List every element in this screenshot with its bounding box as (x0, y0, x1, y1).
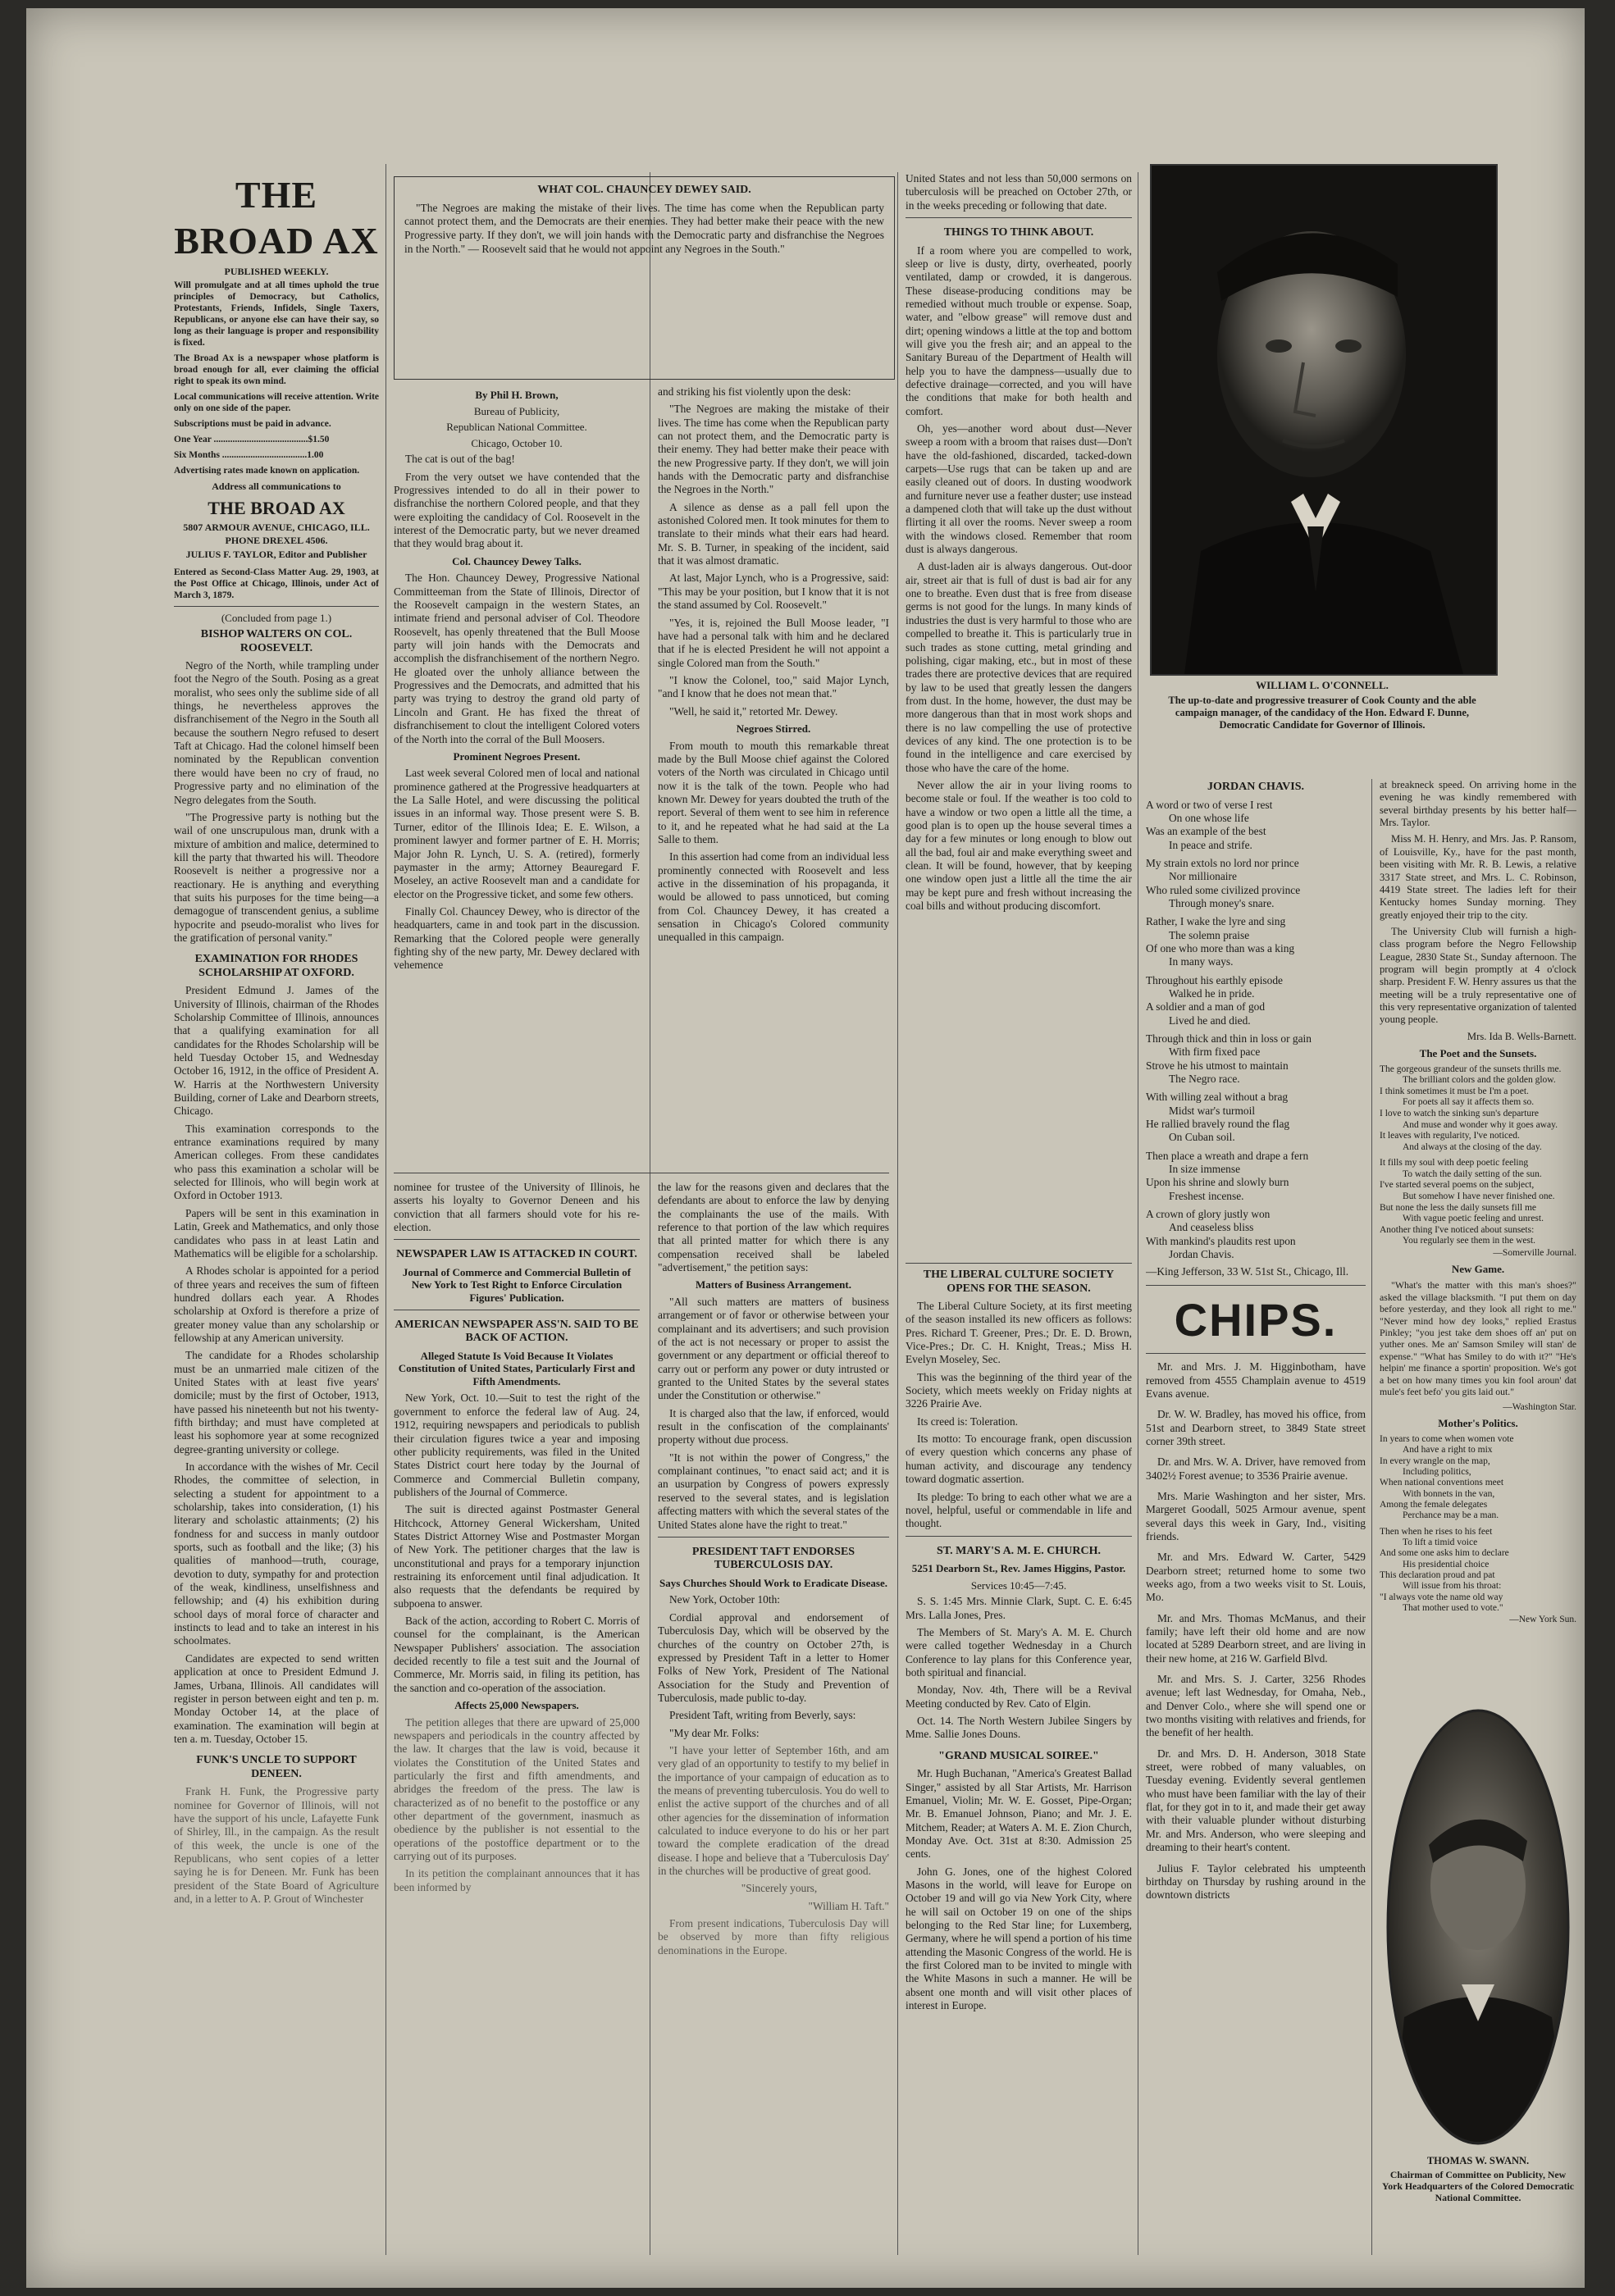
article-paragraph: Cordial approval and endorsement of Tuberculosis Day, which will be observed by the churches of the country on October 27th, is expressed by President Taft in a letter to Homer Folks of New York, President of The National Association for the Study and Prevention of Tuberculosis, made public to-day. (658, 1610, 889, 1704)
article-paragraph: The Members of St. Mary's A. M. E. Church were called together Wednesday in a Church Conference to lay plans for this Conference year, both spiritual and financial. (906, 1625, 1132, 1679)
poem-line: My strain extols no lord nor prince (1146, 856, 1299, 869)
article-paragraph: A silence as dense as a pall fell upon the astonished Colored men. It took minutes for them to translate to their minds what their ears had heard. Mr. S. B. Turner, in speaking of the incident, said that it was almost dramatic. (658, 500, 889, 567)
headline-things-to-think: THINGS TO THINK ABOUT. (943, 226, 1094, 239)
phone: PHONE DREXEL 4506. (225, 535, 328, 547)
poem-line: In size immense (1169, 1163, 1241, 1176)
article-paragraph: From mouth to mouth this remarkable threat made by the Bull Moose chief against the Colored voters of the North was circulated in Chicago until now it is the talk of the town. People who had known Mr. Dewey for years doubted the truth of the report. Several of them went to see him in reference to it, and he repeated what he had said at the La Salle to them. (658, 739, 889, 845)
headline-dewey: WHAT COL. CHAUNCEY DEWEY SAID. (537, 184, 751, 196)
article-paragraph: In accordance with the wishes of Mr. Cecil Rhodes, the committee of selection, in selecting a student for appointment to a scholarship, takes into consideration, (1) his literary and scholastic attainments; (2) his fondness for and success in manly outdoor sports, such as football and the like; (3) his qualities of manhood—truth, courage, devotion to duty, sympathy for and protection of the weak, kindliness, unselfishness and fellowship; and (4) his exhibition during school days of moral force of character and instincts to lead and to take an interest in his schoolmates. (174, 1460, 379, 1647)
article-paragraph: Frank H. Funk, the Progressive party nominee for Governor of Illinois, will not have the support of his uncle, Lafayette Funk of Shirley, Ill., in the campaign. As the result of this week, the uncle is one of the Republicans, who sent copies of a letter saying he is for Deneen. Mr. Funk has been president of the State Board of Agriculture and, in a letter to A. P. Grout of Winchester (174, 1785, 379, 1906)
subheading: Alleged Statute Is Void Because It Violates Constitution of United States, Particularly First and Fifth Amendments. (398, 1349, 636, 1387)
column-5 (1146, 779, 1366, 2255)
chips-item: Dr. and Mrs. D. H. Anderson, 3018 State street, were robbed of many valuables, on Tuesday evening. Evidently several gentlemen who must have been familiar with the lay of their flat, for they got in to it, and made their get away with their valuable plunder without disturbing Mr. and Mrs. Anderson, who were sleeping and dreaming to their heart's content. (1146, 1747, 1366, 1854)
poem-line: In peace and strife. (1169, 838, 1252, 851)
article-paragraph: S. S. 1:45 Mrs. Minnie Clark, Supt. C. E. 6:45 Mrs. Lalla Jones, Pres. (906, 1595, 1132, 1621)
newgame-source: —Washington Star. (1503, 1402, 1576, 1413)
subheading: Col. Chauncey Dewey Talks. (452, 554, 582, 567)
article-paragraph: From the very outset we have contended that the Progressives intended to do all in their power to disfranchise the northern Colored people, and that they were exploiting the candidacy of Col. Roosevelt in the interest of the Democratic party, but we never dreamed that they would brag about it. (394, 470, 640, 550)
rate-six-months: Six Months ....................................1.00 (174, 450, 324, 461)
article-paragraph: In this assertion had come from an individual less prominently connected with Roosevelt and less active in the dissemination of his propaganda, it would be allowed to pass unnoticed, but coming from Col. Chauncey Dewey, it has created a sensation in Chicago's Colored community unequalled in this campaign. (658, 850, 889, 944)
portrait-oconnell-image (1152, 166, 1496, 674)
article-paragraph: If a room where you are compelled to work, sleep or live is dusty, dirty, overheated, poorly ventilated, damp or crowded, it is dangerous. These disease-producing conditions may be remedied without much trouble or expense. Soap, water, and "elbow grease" will remove dust and dirt; opening windows a little at the top and bottom will give you the fresh air; and an appeal to the Sanitary Bureau of the Department of Health will help you to have the dampness—usually due to defective drainage—corrected, and you will have the conditions that make for both health and comfort. (906, 244, 1132, 417)
article-paragraph: A dust-laden air is always dangerous. Out-door air, street air that is full of dust is bad air for any one to breathe. Even dust that is free from disease germs is not good for the lungs. In many kinds of industries the dust is very harmful to those who are compelled to breathe it. This is particularly true in such trades as stone cutting, metal grinding and polishing, cigar making, etc., but in most of these trades there are protective devices that are required by law to be used that greatly lessen the dangers from dust. In the home, however, the dust may be more dangerous than that in most work shops and there is no law compelling the use of protective devices of any kind. The one protection is to be found in the intelligence and care exercised by those who have the care of the home. (906, 560, 1132, 774)
column-2-lower (394, 1181, 640, 2255)
dewey-quote-text: "The Negroes are making the mistake of their lives. The time has come when the Republican party cannot protect them, and the Democrats are their enemies. They had better make their peace with the new Progressive party. If they don't, we will join hands with the Democratic party and disfranchise the Negroes in the North." — Roosevelt said that he would not appoint any Negroes in the South." (404, 201, 884, 256)
column-3-lower (658, 1181, 889, 2255)
poem2-line: The brilliant colors and the golden glow. (1403, 1075, 1556, 1086)
poem-line: And ceaseless bliss (1169, 1221, 1254, 1234)
article-paragraph: John G. Jones, one of the highest Colored Masons in the world, will leave for Europe on October 19 and will go via New York City, where he will sail on October 19 on one of the ships belonging to the Red Star line; for Luxemberg, Germany, where he will spend a portion of his time attending the Masonic Congress of the world. He is the first Colored man to be invited to mingle with the White Masons in such a manner. He will be absent one month and will visit other places of interest in Europe. (906, 1865, 1132, 2012)
headline-taft: PRESIDENT TAFT ENDORSES TUBERCULOSIS DAY. (691, 1545, 855, 1572)
column-1 (174, 172, 379, 2247)
article-paragraph: It is charged also that the law, if enforced, would result in the confiscation of the complainants' property without due process. (658, 1406, 889, 1446)
poem-line: On Cuban soil. (1169, 1131, 1235, 1144)
mothers-line: Among the female delegates (1380, 1499, 1488, 1510)
article-paragraph: At last, Major Lynch, who is a Progressive, said: "This may be your position, but I know that it is not the stand assumed by Col. Roosevelt." (658, 572, 889, 612)
column-6 (1380, 779, 1576, 1697)
article-paragraph: "Well, he said it," retorted Mr. Dewey. (669, 704, 838, 718)
poem-line: Through money's snare. (1169, 896, 1275, 909)
article-paragraph: In its petition the complainant announces that it has been informed by (394, 1867, 640, 1893)
article-paragraph: Mr. Hugh Buchanan, "America's Greatest Ballad Singer," assisted by all Star Artists, Mr. Harrison Emanuel, Violin; Mr. W. E. Gosset, Pipe-Organ; Mr. B. Emanuel Johnson, Piano; and Mr. J. E. Mitchem, Reader; at Waters A. M. E. Zion Church, Monday Ave. Oct. 31st at 8:30. Admission 25 cents. (906, 1767, 1132, 1861)
mothers-line: And some one asks him to declare (1380, 1548, 1509, 1559)
poem2-line: But somehow I have never finished one. (1403, 1191, 1555, 1201)
poem-line: The solemn praise (1169, 928, 1250, 941)
byline-committee: Republican National Committee. (446, 421, 587, 434)
poem-line: Freshest incense. (1169, 1189, 1244, 1202)
portrait-swann-text: Chairman of Committee on Publicity, New York Headquarters of the Colored Democratic National Committee. (1381, 2169, 1575, 2204)
subscription-note: Subscriptions must be paid in advance. (174, 419, 331, 430)
article-paragraph: "The Progressive party is nothing but the wail of one unscrupulous man, drunk with a mixture of ambition and malice, determined to kill the party that thwarted his will. Theodore Roosevelt is neither a progressive nor a reactionary. He is anything and everything that suits his purposes for the time being—a demagogue of transcendent genius, a sublime hypocrite and pseudo-moralist who lives for the gratification of personal vanity." (174, 810, 379, 944)
poem-line: Strove he his utmost to maintain (1146, 1059, 1289, 1072)
article-paragraph: "Sincerely yours, (741, 1882, 818, 1895)
chips-item: Mrs. Marie Washington and her sister, Mrs. Margeret Goodall, 5025 Armour avenue, spent several days this week in Gary, Ind., visiting friends. (1146, 1489, 1366, 1542)
article-paragraph: From present indications, Tuberculosis Day will be observed by more than fifty religious denominations in the Europe. (658, 1917, 889, 1957)
article-paragraph: "It is not within the power of Congress," the complainant continues, "to enact said act; and it is an usurpation by Congress of powers expressly reserved to the several states, and is legislation affecting matters with which the several states of the United States alone have the right to treat." (658, 1451, 889, 1531)
column-4-lower (906, 1263, 1132, 2255)
chips-item: Mr. and Mrs. S. J. Carter, 3256 Rhodes avenue; left last Wednesday, for Omaha, Neb., and Denver Colo., where she will spend one or two months visiting with relatives and friends, for the benefit of her health. (1146, 1673, 1366, 1739)
poem-line: Throughout his earthly episode (1146, 973, 1283, 986)
poem-line: Through thick and thin in loss or gain (1146, 1032, 1312, 1046)
poem-line: A word or two of verse I rest (1146, 798, 1273, 811)
mothers-line: Including politics, (1403, 1466, 1471, 1477)
chips-item: Mr. and Mrs. Thomas McManus, and their family; have left their old home and are now located at 5289 Dearborn street, and are living in their new home, at 216 W. Garfield Blvd. (1146, 1611, 1366, 1665)
byline-bureau: Bureau of Publicity, (473, 404, 560, 417)
address-label: Address all communications to (212, 481, 341, 493)
poem2-line: But none the less the daily sunsets fill me (1380, 1202, 1537, 1213)
mothers-line: Will issue from his throat: (1403, 1581, 1502, 1592)
article-paragraph: The cat is out of the bag! (405, 453, 515, 466)
continued-note: (Concluded from page 1.) (221, 612, 332, 625)
article-paragraph: Monday, Nov. 4th, There will be a Revival Meeting conducted by Rev. Cato of Elgin. (906, 1683, 1132, 1710)
poem-body (1146, 799, 1366, 1262)
headline-funk: FUNK'S UNCLE TO SUPPORT DENEEN. (196, 1754, 357, 1780)
chips-list (1146, 1360, 1366, 1902)
portrait-oconnell (1150, 164, 1498, 676)
mothers-line: "I always vote the name old way (1380, 1592, 1503, 1602)
headline-newspaper-law: NEWSPAPER LAW IS ATTACKED IN COURT. (396, 1248, 637, 1261)
portrait-swann-caption (1380, 2155, 1576, 2203)
article-paragraph: President Edmund J. James of the University of Illinois, chairman of the Rhodes Scholarship Committee of Illinois, announces that a qualifying examination for all candidates for the Rhodes Scholarship will be held Tuesday October 15, and Wednesday October 16, 1912, in the office of President A. W. Harris at the Northwestern University Building, corner of Lake and Dearborn streets, Chicago. (174, 984, 379, 1118)
chips-item: Dr. and Mrs. W. A. Driver, have removed from 3402½ Forest avenue; to 3536 Prairie avenue. (1146, 1456, 1366, 1482)
poem2-line: For poets all say it affects them so. (1403, 1097, 1535, 1108)
article-paragraph: "What's the matter with this man's shoes?" asked the village blacksmith. "I put them on day before yesterday, and they look all right to me." "Never mind how dey looks," replied Erastus Pinkley; "you jest take dem shoes off an' put on yuther ones. Me an' Samson Smiley will stan' de expense." "What has Smiley to do with it?" "He's helpin' me finance a sportin' proposition. We's got a bet on how many times you kin fool aroun' dat mule's feet befo' you gits laid out." (1380, 1279, 1576, 1397)
article-paragraph: The University Club will furnish a high-class program before the Negro Fellowship League, 2830 State St., Sunday afternoon. The program will begin promptly at 4 o'clock sharp. President F. W. Henry assures us that the meeting will be a truly representative one of this very representative organization of talented young people. (1380, 925, 1576, 1026)
poem-author: —King Jefferson, 33 W. 51st St., Chicago, Ill. (1146, 1264, 1349, 1278)
headline-walters: BISHOP WALTERS ON COL. ROOSEVELT. (200, 628, 353, 654)
article-paragraph: The Hon. Chauncey Dewey, Progressive National Committeeman from the State of Illinois, Director of the Roosevelt campaign in the western States, an intimate friend and personal adviser of Col. Theodore Roosevelt, has openly threatened that the Bull Moose party will join hands with the Democrats and accomplish the disfranchisement of the northern Negro. He gloated over the unholy alliance between the Progressives and the Democrats, and admitted that his party was trying to destroy the grand old party of Lincoln and Grant. He has fixed the threat of disfranchisement to clout the intelligent Colored voters of the North into the corral of the Bull Moosers. (394, 572, 640, 745)
headline-newspaper-assn: AMERICAN NEWSPAPER ASS'N. SAID TO BE BACK OF ACTION. (395, 1318, 639, 1345)
church-address: 5251 Dearborn St., Rev. James Higgins, Pastor. (911, 1562, 1126, 1575)
article-paragraph: New York, Oct. 10.—Suit to test the right of the government to enforce the federal law of Aug. 24, 1912, requiring newspapers and periodicals to publish their circulation figures twice a year and imposing other publicity requirements, was filed in the United States District court here today by the Journal of Commerce and Commercial Bulletin company, publishers of the Journal of Commerce. (394, 1392, 640, 1498)
poem2-line: To watch the daily setting of the sun. (1403, 1168, 1542, 1179)
poem-line: Rather, I wake the lyre and sing (1146, 915, 1286, 928)
article-paragraph: Never allow the air in your living rooms to become stale or foul. If the weather is too cold to have a window or two open a little all the time, a good plan is to open up the house several times a day for a few minutes or long enough to blow out all the bad, foul air and make everything sweet and clean. It will be found, however, that by keeping one window open just a little all the time the air may be kept pure and fresh without increasing the coal bills and without producing discomfort. (906, 778, 1132, 913)
chips-item: Mr. and Mrs. J. M. Higginbotham, have removed from 4555 Champlain avenue to 4519 Evans avenue. (1146, 1360, 1366, 1400)
article-paragraph: The suit is directed against Postmaster General Hitchcock, Attorney General Wickersham, United States District Attorney Wise and Postmaster Morgan of New York. The petitioner charges that the law is unconstitutional and prays for a temporary injunction restraining its enforcement until final adjudication. It also requests that the defendants be required by subpoena to answer. (394, 1503, 640, 1610)
article-paragraph: Its creed is: Toleration. (917, 1414, 1019, 1428)
masthead-policy: The Broad Ax is a newspaper whose platform is broad enough for all, ever claiming the official right to speak its own mind. (174, 353, 379, 386)
subheading: Affects 25,000 Newspapers. (454, 1699, 579, 1712)
portrait-oconnell-text: The up-to-date and progressive treasurer of Cook County and the able campaign manager, of the candidacy of the Hon. Edward F. Dunne, Democratic Candidate for Governor of Illinois. (1168, 694, 1476, 731)
article-paragraph: "William H. Taft." (808, 1899, 889, 1912)
mothers-line: When national conventions meet (1380, 1478, 1504, 1488)
poem-line: With willing zeal without a brag (1146, 1091, 1289, 1104)
article-paragraph: Oh, yes—another word about dust—Never sweep a room with a broom that raises dust—Don't have the old-fashioned, discarded, tacked-down carpets—Use rugs that can be taken up and are easily cleaned out of doors. In dusting woodwork and furniture never use a feather duster; use instead a dampened cloth that will take up the dust without flirting it all over the rooms. Never sweep a room with the windows closed. Remember that room dust is always dangerous. (906, 422, 1132, 556)
mothers-line: Then when he rises to his feet (1380, 1526, 1493, 1537)
poem2-line: And muse and wonder why it goes away. (1403, 1119, 1558, 1130)
street-address: 5807 ARMOUR AVENUE, CHICAGO, ILL. (183, 521, 370, 533)
poem-line: Then place a wreath and drape a fern (1146, 1149, 1309, 1162)
dewey-quote-box (394, 176, 895, 380)
byline-name: By Phil H. Brown, (475, 389, 559, 401)
article-paragraph: The petition alleges that there are upward of 25,000 newspapers and periodicals in the country affected by the law. It charges that the law is void, because it violates the Constitution of the United States and particularly the first and fifth amendments, and abridges the freedom of the press. The law is characterized as of no benefit to the postoffice or any other department of the government, inasmuch as obedience by the publisher is not essential to the operations of the postoffice department or to the carrying out of its purposes. (394, 1715, 640, 1863)
editor: JULIUS F. TAYLOR, Editor and Publisher (185, 548, 367, 560)
article-paragraph: nominee for trustee of the University of Illinois, he asserts his loyalty to Governor Deneen and his conviction that all farmers should vote for his re-election. (394, 1181, 640, 1234)
subheading: Matters of Business Arrangement. (696, 1278, 851, 1292)
mothers-line: Perchance may be a man. (1403, 1510, 1499, 1521)
article-paragraph: This examination corresponds to the entrance examinations required by many American colleges. From these candidates who pass this examination a scholar will be selected for Illinois, who will begin work at Oxford in October 1913. (174, 1122, 379, 1202)
article-paragraph: Miss M. H. Henry, and Mrs. Jas. P. Ransom, of Louisville, Ky., have for the past month, been visiting with Mr. R. B. Lewis, a relative 3317 State street, and Mrs. L. C. Robinson, 4419 State street. The ladies left for their Kentucky homes Sunday morning. They greatly enjoyed their trip to the city. (1380, 833, 1576, 921)
article-paragraph: "My dear Mr. Folks: (669, 1726, 760, 1739)
article-paragraph: "The Negroes are making the mistake of their lives. The time has come when the Republican party can not protect them, and the Democratic party is their enemy. They had better make their peace with the new Progressive party. If they don't, we will join hands with the Democratic party and disfranchise the Negroes in the North." (658, 403, 889, 496)
newspaper-page (26, 8, 1585, 2288)
article-paragraph: Back of the action, according to Robert C. Morris of counsel for the complainant, is the American Newspaper Publishers' association. The association decided recently to file a test suit and the Journal of Commerce, Mr. Morris said, in filing its petition, has the sanction and co-operation of the association. (394, 1614, 640, 1694)
article-paragraph: The candidate for a Rhodes scholarship must be an unmarried male citizen of the United States with at least five years' domicile; must by the first of October, 1913, have passed his nineteenth but not his twenty-fifth birthday; and must have completed at least his sophomore year at some recognized degree-granting university or college. (174, 1349, 379, 1456)
article-paragraph: Negro of the North, while trampling under foot the Negro of the South. Posing as a great moralist, who sees only the sublime side of all things, he nevertheless approves the disfranchisement of the Negro in the South all because the southern Negro refused to desert Taft at Chicago. Had the colonel himself been nominated by the Republican convention there would have been no cry of fraud, no Progressive party and no elimination of the Negro delegates from the South. (174, 659, 379, 806)
poem2-line: It leaves with regularity, I've noticed. (1380, 1131, 1520, 1141)
article-paragraph: Finally Col. Chauncey Dewey, who is director of the headquarters, came in and took part in the discussion. Remarking that the Colored people were generally fighting shy of the new party, Mr. Dewey declared with vehemence (394, 904, 640, 972)
poem2-line: The gorgeous grandeur of the sunsets thrills me. (1380, 1064, 1562, 1074)
headline-st-marys: ST. MARY'S A. M. E. CHURCH. (937, 1544, 1101, 1557)
article-paragraph: Last week several Colored men of local and national prominence gathered at the Progressive headquarters at the La Salle Hotel, and were discussing the political issues in an informal way. Those present were S. B. Turner, editor of the Illinois Idea; E. E. Wilson, a prominent lawyer and former partner of E. H. Morris; Major John R. Lynch, U. S. A. (retired), formerly paymaster in the army; Attorney Beauregard F. Moseley, an active Roosevelt man and a candidate for elector on the Progressive ticket, and some few others. (394, 767, 640, 900)
chips-item: Julius F. Taylor celebrated his umpteenth birthday on Thursday by rushing around in the downtown districts (1146, 1861, 1366, 1902)
subheading: Says Churches Should Work to Eradicate Disease. (659, 1576, 887, 1589)
poem-line: Lived he and died. (1169, 1014, 1251, 1027)
headline-liberal-culture: THE LIBERAL CULTURE SOCIETY OPENS FOR THE SEASON. (923, 1269, 1115, 1295)
chips-title: CHIPS. (1174, 1293, 1338, 1346)
rate-year: One Year ........................................$1.50 (174, 435, 330, 445)
poem-title: JORDAN CHAVIS. (1207, 781, 1304, 793)
mothers-source: —New York Sun. (1509, 1615, 1576, 1625)
poem-line: He rallied bravely round the flag (1146, 1118, 1290, 1131)
poem-line: The Negro race. (1169, 1073, 1240, 1086)
poem2-body (1380, 1064, 1576, 1247)
masthead-intro: Will promulgate and at all times uphold the true principles of Democracy, but Catholics, Protestants, Friends, Infidels, Single Taxers, Republicans, or anyone else can have their say, so long as their language is proper and responsibility is fixed. (174, 280, 379, 348)
poem2-line: You regularly see them in the west. (1403, 1236, 1536, 1246)
article-paragraph: Papers will be sent in this examination in Latin, Greek and Mathematics, and only those candidates who pass in at least Latin and Mathematics will be eligible for a scholarship. (174, 1206, 379, 1260)
subheading: Negroes Stirred. (736, 722, 811, 735)
newgame-title: New Game. (1451, 1262, 1505, 1275)
postal-entry: Entered as Second-Class Matter Aug. 29, 1903, at the Post Office at Chicago, Illinois, under Act of March 3, 1879. (174, 567, 379, 601)
poem-line: Jordan Chavis. (1169, 1248, 1234, 1261)
church-services: Services 10:45—7:45. (970, 1578, 1067, 1592)
masthead-frequency: PUBLISHED WEEKLY. (224, 266, 329, 278)
advertising-note: Advertising rates made known on application. (174, 466, 360, 476)
portrait-oconnell-caption (1150, 679, 1494, 731)
masthead-communications: Local communications will receive attention. Write only on one side of the paper. (174, 391, 379, 413)
portrait-swann-image (1384, 1706, 1572, 2148)
article-paragraph: United States and not less than 50,000 sermons on tuberculosis will be preached on October 27th, or in the weeks preceding or following that date. (906, 172, 1132, 212)
poem2-line: I love to watch the sinking sun's departure (1380, 1109, 1540, 1119)
subheading: Journal of Commerce and Commercial Bulletin of New York to Test Right to Enforce Circulation Figures' Publication. (402, 1265, 632, 1305)
mothers-line: This declaration proud and pat (1380, 1569, 1495, 1580)
column-4-upper (906, 172, 1132, 1246)
poem2-line: With vague poetic feeling and unrest. (1403, 1214, 1544, 1224)
article-paragraph: This was the beginning of the third year of the Society, which meets weekly on Friday nights at 3226 Prairie Ave. (906, 1370, 1132, 1410)
column-2-upper (394, 385, 640, 1164)
poem2-line: And always at the closing of the day. (1403, 1141, 1542, 1152)
column-rule (897, 172, 898, 2255)
mothers-line: His presidential choice (1403, 1559, 1490, 1569)
article-paragraph: President Taft, writing from Beverly, says: (669, 1709, 856, 1722)
article-paragraph: Its motto: To encourage frank, open discussion of every question which concerns any phase of human activity, and discourage any tendency toward dogmatic assertion. (906, 1433, 1132, 1486)
mothers-body (1380, 1434, 1576, 1614)
mothers-title: Mother's Politics. (1438, 1417, 1518, 1430)
poem-line: Walked he in pride. (1169, 986, 1255, 1000)
poem2-title: The Poet and the Sunsets. (1419, 1047, 1537, 1060)
poem-line: With firm fixed pace (1169, 1046, 1261, 1059)
subheading: Prominent Negroes Present. (453, 749, 581, 763)
poem-line: A soldier and a man of god (1146, 1000, 1266, 1014)
article-paragraph: Oct. 14. The North Western Jubilee Singers by Mme. Sallie Jones Douns. (906, 1714, 1132, 1741)
portrait-swann (1384, 1706, 1572, 2148)
portrait-oconnell-name: WILLIAM L. O'CONNELL. (1256, 679, 1389, 691)
poem-line: Midst war's turmoil (1169, 1104, 1256, 1117)
headline-rhodes: EXAMINATION FOR RHODES SCHOLARSHIP AT OXFORD. (194, 953, 358, 979)
poem-line: With mankind's plaudits rest upon (1146, 1234, 1296, 1247)
article-paragraph: and striking his fist violently upon the desk: (658, 385, 851, 398)
column-rule (1371, 779, 1372, 2255)
poem2-line: I think sometimes it must be I'm a poet. (1380, 1086, 1529, 1096)
masthead-title: THE BROAD AX (174, 174, 379, 262)
dateline: Chicago, October 10. (471, 436, 563, 449)
mothers-line: In years to come when women vote (1380, 1433, 1514, 1444)
article-paragraph: "I know the Colonel, too," said Major Lynch, "and I know that he does not mean that." (658, 673, 889, 700)
mothers-line: With bonnets in the van, (1403, 1488, 1495, 1499)
mothers-line: That mother used to vote." (1403, 1602, 1503, 1613)
poem-line: In many ways. (1169, 955, 1234, 968)
mothers-line: To lift a timid voice (1403, 1537, 1478, 1547)
article-paragraph: Its pledge: To bring to each other what we are a novel, helpful, useful or commendable in life and thought. (906, 1490, 1132, 1530)
poem-line: Who ruled some civilized province (1146, 883, 1301, 896)
portrait-swann-name: THOMAS W. SWANN. (1426, 2155, 1530, 2166)
article-paragraph: A Rhodes scholar is appointed for a period of three years and receives the sum of fifteen hundred dollars each year. A Rhodes scholarship at Oxford is therefore a prize of greater money value than any scholarship or fellowship at any American university. (174, 1264, 379, 1344)
chips-item: Dr. W. W. Bradley, has moved his office, from 51st and Dearborn street, to 3849 State street corner 39th street. (1146, 1408, 1366, 1447)
headline-musical-soiree: "GRAND MUSICAL SOIREE." (938, 1749, 1099, 1762)
poem-line: A crown of glory justly won (1146, 1208, 1271, 1221)
poem2-source: —Somerville Journal. (1493, 1247, 1576, 1258)
article-paragraph: The Liberal Culture Society, at its first meeting of the season installed its new officers as follows: Pres. Richard T. Greener, Pres.; Dr. E. D. Brown, Vice-Pres.; Dr. C. H. Knight, Treas.; Miss H. Evelyn Moseley, Sec. (906, 1300, 1132, 1366)
column-3-upper (658, 385, 889, 1164)
poem2-line: It fills my soul with deep poetic feeling (1380, 1158, 1529, 1168)
article-paragraph: "All such matters are matters of business arrangement or of favor or otherwise between your complainant and its advertisers; and such provision of the act is not necessary or proper to assist the government or any department or official thereof to carry out or perform any power or duty intrusted or granted to the United States by the several states under the Constitution or otherwise." (658, 1296, 889, 1402)
address-name: THE BROAD AX (208, 497, 345, 518)
poem-line: Upon his shrine and slowly burn (1146, 1176, 1289, 1189)
article-paragraph: New York, October 10th: (669, 1593, 781, 1606)
signature: Mrs. Ida B. Wells-Barnett. (1467, 1030, 1576, 1042)
poem-line: Of one who more than was a king (1146, 941, 1295, 954)
poem-line: Was an example of the best (1146, 825, 1266, 838)
poem-line: Nor millionaire (1169, 870, 1237, 883)
article-paragraph: the law for the reasons given and declares that the defendants are about to enforce the law by denying the complainants the use of the mails. With reference to that portion of the law which requires that all printed matter for which there is any compensation received shall be labeled "advertisement," the petition says: (658, 1181, 889, 1274)
article-paragraph: Candidates are expected to send written application at once to President Edmund J. James, Urbana, Illinois. All candidates will register in person between eight and ten p. m. Monday October 14, at the place of examination. The examination will begin at ten a. m. Tuesday, October 15. (174, 1651, 379, 1745)
poem2-line: I've started several poems on the subject, (1380, 1180, 1535, 1191)
mothers-line: And have a right to mix (1403, 1445, 1493, 1456)
poem2-line: Another thing I've noticed about sunsets: (1380, 1224, 1535, 1235)
chips-item: Mr. and Mrs. Edward W. Carter, 5429 Dearborn street; returned home to some two weeks ago, from a two weeks visit to St. Louis, Mo. (1146, 1551, 1366, 1604)
article-paragraph: "I have your letter of September 16th, and am very glad of an opportunity to testify to my belief in the importance of your campaign of education as to the means of preventing tuberculosis. You do well to enlist the active support of the churches and of all other agencies for the dissemination of information calculated to induce everyone to do his or her part toward the complete eradication of the dread disease. I hope and believe that a 'Tuberculosis Day' in the churches will be productive of great good. (658, 1743, 889, 1877)
article-paragraph: at breakneck speed. On arriving home in the evening he was kindly remembered with several birthday presents by his better half—Mrs. Taylor. (1380, 779, 1576, 829)
article-paragraph: "Yes, it is, rejoined the Bull Moose leader, "I have had a personal talk with him and he declared that if he is elected President he will not appoint a single Colored man from the South." (658, 616, 889, 669)
poem-line: On one whose life (1169, 811, 1249, 824)
mothers-line: In every wrangle on the map, (1380, 1456, 1490, 1466)
